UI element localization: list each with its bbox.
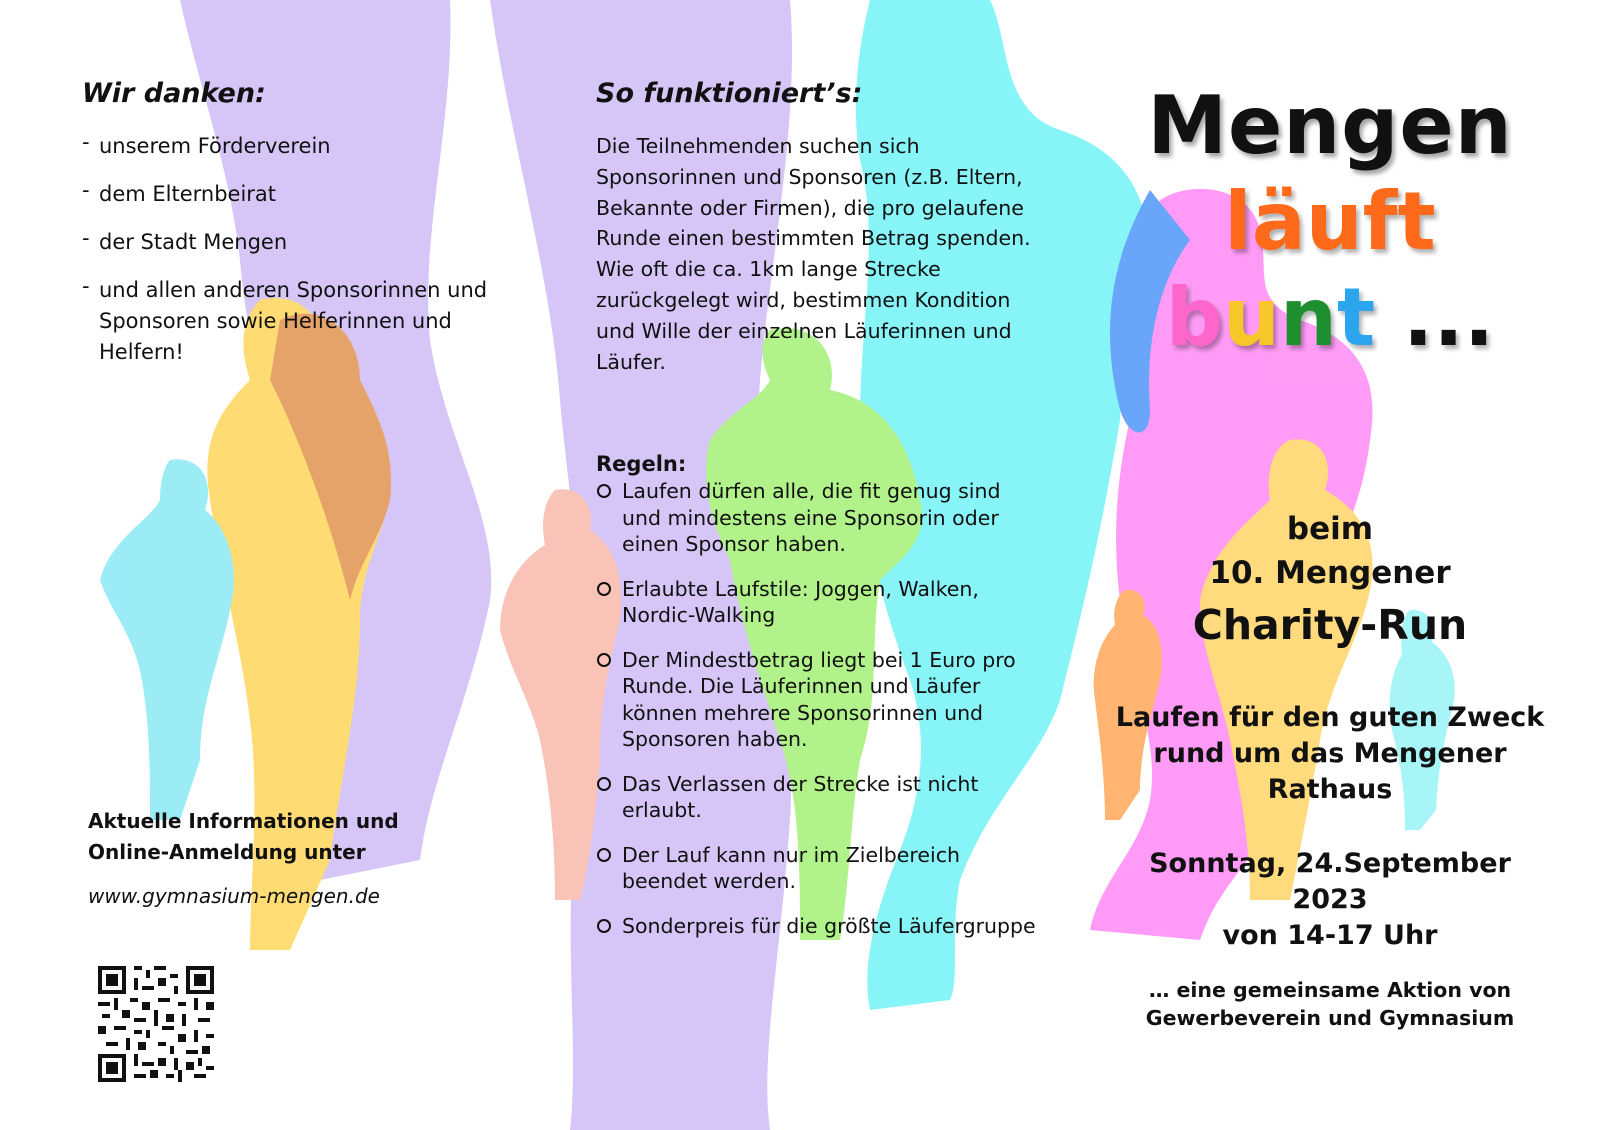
title-letter: t — [1336, 271, 1376, 364]
rules-section — [596, 452, 1036, 957]
rule-item — [596, 478, 1036, 558]
circle-bullet-icon — [597, 582, 611, 596]
purpose-line: Rathaus — [1267, 774, 1393, 805]
rules-heading: Regeln: — [596, 452, 687, 476]
event-date — [1110, 846, 1550, 954]
event-beim: beim — [1286, 511, 1374, 547]
info-section — [88, 806, 488, 908]
rule-item — [596, 913, 1036, 940]
date-line: Sonntag, 24.September 2023 — [1149, 848, 1511, 915]
organizers-line: … eine gemeinsame Aktion von — [1148, 978, 1512, 1002]
time-line: von 14-17 Uhr — [1222, 920, 1438, 951]
rule-item — [596, 842, 1036, 895]
title-line-mengen: Mengen — [1147, 79, 1513, 172]
thanks-list — [82, 131, 522, 368]
qr-code-icon[interactable] — [98, 966, 214, 1082]
rule-text: Laufen dürfen alle, die fit genug sind und mindestens eine Sponsorin oder einen Sponsor haben. — [622, 479, 1001, 556]
event-name — [1110, 508, 1550, 654]
event-charity-run: Charity-Run — [1192, 601, 1468, 649]
how-it-works-section — [596, 78, 1046, 377]
event-edition: 10. Mengener — [1209, 555, 1451, 591]
thanks-heading: Wir danken: — [82, 78, 266, 109]
organizers-note — [1110, 976, 1550, 1032]
title-ellipsis: ... — [1375, 271, 1495, 364]
thanks-item: - dem Elternbeirat — [82, 179, 522, 210]
info-line: Online-Anmeldung unter — [88, 840, 366, 864]
rules-list — [596, 478, 1036, 939]
rule-text: Der Lauf kann nur im Zielbereich beendet werden. — [622, 842, 960, 893]
rule-text: Erlaubte Laufstile: Joggen, Walken, Nordic-Walking — [622, 576, 979, 627]
thanks-section — [82, 78, 522, 385]
event-purpose — [1110, 700, 1550, 808]
rule-text: Das Verlassen der Strecke ist nicht erlaubt. — [622, 771, 979, 822]
organizers-line: Gewerbeverein und Gymnasium — [1145, 1006, 1515, 1030]
rule-item — [596, 576, 1036, 629]
rule-text: Sonderpreis für die größte Läufergruppe — [622, 913, 1036, 938]
circle-bullet-icon — [597, 777, 611, 791]
circle-bullet-icon — [597, 653, 611, 667]
purpose-line: rund um das Mengener — [1153, 738, 1507, 769]
title-line-bunt — [1120, 270, 1540, 366]
rule-text: Der Mindestbetrag liegt bei 1 Euro pro Runde. Die Läuferinnen und Läufer können mehrere Sponsorinnen und Sponsoren haben. — [622, 647, 1016, 751]
info-line: Aktuelle Informationen und — [88, 809, 399, 833]
title-letter: b — [1165, 271, 1224, 364]
rule-item — [596, 771, 1036, 824]
how-heading: So funktioniert’s: — [596, 78, 863, 109]
circle-bullet-icon — [597, 919, 611, 933]
event-title — [1120, 78, 1540, 366]
thanks-item: - und allen anderen Sponsorinnen und Sponsoren sowie Helferinnen und Helfern! — [82, 275, 522, 368]
website-link[interactable]: www.gymnasium-mengen.de — [88, 884, 380, 908]
title-letter: u — [1223, 271, 1280, 364]
rule-item — [596, 647, 1036, 753]
title-letter: n — [1279, 271, 1337, 364]
thanks-item: - unserem Förderverein — [82, 131, 522, 162]
thanks-item: - der Stadt Mengen — [82, 227, 522, 258]
circle-bullet-icon — [597, 484, 611, 498]
title-line-laeuft: läuft — [1224, 175, 1436, 268]
purpose-line: Laufen für den guten Zweck — [1115, 702, 1545, 733]
how-text: Die Teilnehmenden suchen sich Sponsorinnen und Sponsoren (z.B. Eltern, Bekannte oder Firmen), die pro gelaufene Runde einen bestimmten Betrag spenden. Wie oft die ca. 1km lange Strecke zurückgelegt wird, bestimmen Kondition und Wille der einzelnen Läuferinnen und Läufer. — [596, 134, 1031, 374]
circle-bullet-icon — [597, 848, 611, 862]
